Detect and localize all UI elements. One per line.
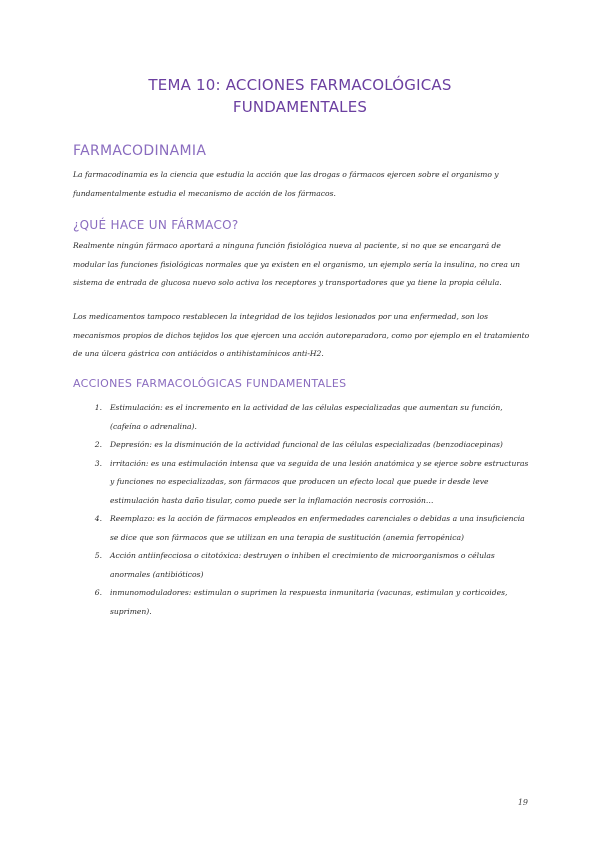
list-item-number: 5. (94, 551, 102, 560)
page-title (60, 74, 540, 118)
list-item-number: 2. (94, 440, 102, 449)
page-title-line-1: TEMA 10: ACCIONES FARMACOLÓGICAS (148, 76, 452, 94)
list-item-number: 1. (94, 403, 102, 412)
paragraph-que-hace-1: Realmente ningún fármaco aportará a ninguna función fisiológica nueva al paciente, si no que se encargará de modular las funciones fisiológicas normales que ya existen en el organismo, un ejemplo sería la insulina, no crea un sistema de entrada de glucosa nuevo solo activa los receptores y transportadores que ya tiene la propia célula. (73, 241, 521, 287)
list-item (88, 455, 533, 511)
acciones-list (88, 399, 533, 621)
list-item-text: Estimulación: es el incremento en la actividad de las células especializadas que aumentan su función, (cafeína o adrenalina). (110, 403, 503, 431)
list-item-text: Acción antiinfecciosa o citotóxica: destruyen o inhiben el crecimiento de microorganismos o células anormales (antibióticos) (110, 551, 495, 579)
list-item (88, 547, 533, 584)
heading-que-hace-un-farmaco: ¿QUÉ HACE UN FÁRMACO? (73, 218, 239, 232)
list-item-number: 4. (94, 514, 102, 523)
list-item-number: 6. (94, 588, 102, 597)
heading-farmacodinamia: FARMACODINAMIA (73, 143, 207, 159)
list-item-text: irritación: es una estimulación intensa que va seguida de una lesión anatómica y se ejerce sobre estructuras y funciones no especializadas, son fármacos que producen un efecto local que puede ir desde leve estimulación hasta daño tisular, como puede ser la inflamación necrosis corrosión… (110, 458, 529, 505)
heading-acciones-farmacologicas: ACCIONES FARMACOLÓGICAS FUNDAMENTALES (73, 377, 347, 390)
page-number: 19 (517, 798, 528, 807)
page-title-line-2: FUNDAMENTALES (232, 98, 368, 116)
list-item (88, 399, 533, 436)
list-item-number: 3. (94, 458, 102, 468)
list-item-text: inmunomoduladores: estimulan o suprimen la respuesta inmunitaria (vacunas, estimulan y corticoides, suprimen). (110, 588, 508, 616)
list-item (88, 436, 533, 455)
paragraph-que-hace-2: Los medicamentos tampoco restablecen la integridad de los tejidos lesionados por una enfermedad, son los mecanismos propios de dichos tejidos los que ejercen una acción autoreparadora, como por ejemplo en el tratamiento de una úlcera gástrica con antiácidos o antihistamínicos anti-H2. (73, 312, 530, 358)
paragraph-farmacodinamia: La farmacodinamia es la ciencia que estudia la acción que las drogas o fármacos ejercen sobre el organismo y fundamentalmente estudia el mecanismo de acción de los fármacos. (73, 170, 499, 198)
list-item (88, 584, 533, 621)
list-item-text: Reemplazo: es la acción de fármacos empleados en enfermedades carenciales o debidas a una insuficiencia se dice que son fármacos que se utilizan en una terapia de sustitución (anemia ferropénica) (110, 514, 525, 542)
list-item-text: Depresión: es la disminución de la actividad funcional de las células especializadas (benzodiacepinas) (110, 440, 503, 449)
list-item (88, 510, 533, 547)
